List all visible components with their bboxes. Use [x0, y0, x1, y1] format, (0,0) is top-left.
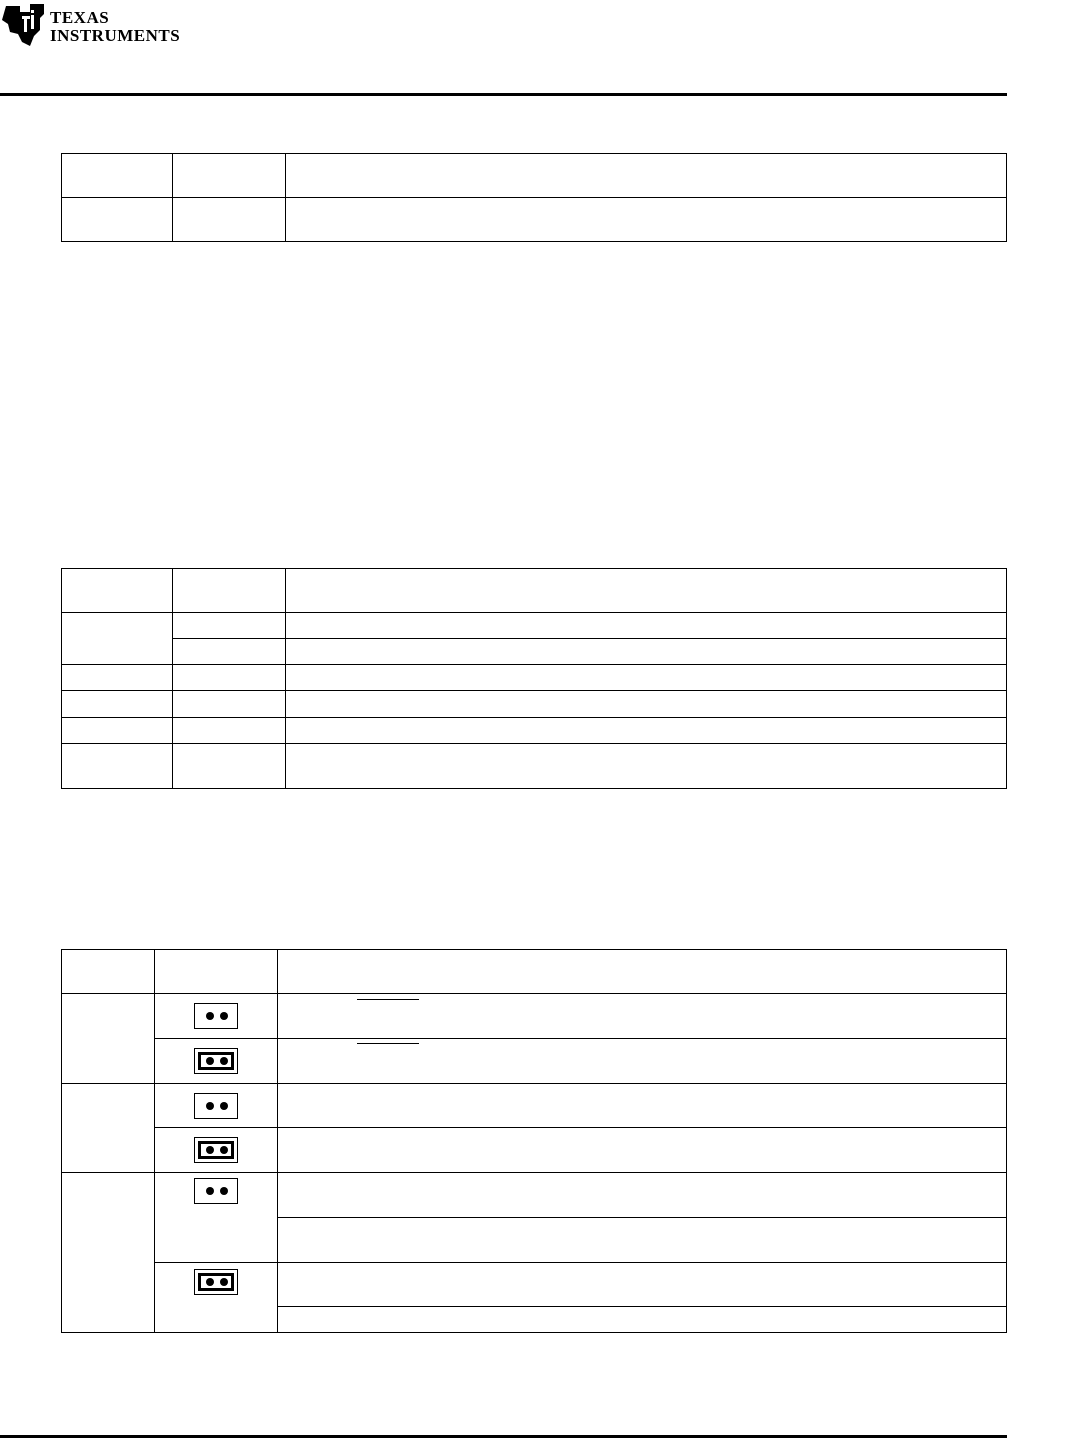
- table-cell: [155, 994, 278, 1039]
- table-cell: [62, 569, 173, 613]
- jumper-open-icon: [194, 1093, 238, 1119]
- table-cell: [173, 198, 286, 242]
- jumper-closed-icon: [194, 1269, 238, 1295]
- table-cell: [286, 198, 1007, 242]
- table-cell: [155, 1128, 278, 1173]
- table-cell: [286, 613, 1007, 639]
- table-cell: [286, 639, 1007, 665]
- table-cell: [173, 665, 286, 691]
- table-cell: [62, 994, 155, 1084]
- table-row: [62, 1039, 1007, 1084]
- table-cell: [278, 1128, 1007, 1173]
- table-2: [61, 568, 1007, 789]
- overbar-mark: [357, 999, 419, 1000]
- jumper-open-icon: [194, 1003, 238, 1029]
- table-cell: [173, 154, 286, 198]
- table-cell: [286, 691, 1007, 718]
- table-cell: [62, 154, 173, 198]
- table-cell: [173, 744, 286, 789]
- table-row: [62, 691, 1007, 718]
- table-cell: [62, 950, 155, 994]
- table-cell: [286, 154, 1007, 198]
- table-row: [62, 744, 1007, 789]
- table-1: [61, 153, 1007, 242]
- table-row: [62, 665, 1007, 691]
- table-row: [62, 1263, 1007, 1307]
- jumper-open-icon: [194, 1178, 238, 1204]
- table-row: [62, 718, 1007, 744]
- table-row: [62, 569, 1007, 613]
- table-cell: [62, 198, 173, 242]
- table-cell: [62, 718, 173, 744]
- table-row: [62, 994, 1007, 1039]
- table-cell: [155, 950, 278, 994]
- table-row: [62, 1084, 1007, 1128]
- header-rule: [0, 93, 1007, 96]
- table-cell: [155, 1084, 278, 1128]
- table-cell: [278, 1039, 1007, 1084]
- table-row: [62, 613, 1007, 639]
- table-row: [62, 198, 1007, 242]
- table-cell: [278, 1263, 1007, 1307]
- table-row: [62, 950, 1007, 994]
- jumper-closed-icon: [194, 1137, 238, 1163]
- table-cell: [173, 613, 286, 639]
- logo-wordmark-line1: TEXAS: [50, 8, 110, 27]
- table-cell: [62, 1084, 155, 1173]
- table-cell: [155, 1173, 278, 1263]
- table-cell: [278, 1084, 1007, 1128]
- table-cell: [155, 1263, 278, 1333]
- table-cell: [278, 1218, 1007, 1263]
- table-cell: [286, 744, 1007, 789]
- jumper-closed-icon: [194, 1048, 238, 1074]
- logo-wordmark-line2: INSTRUMENTS: [50, 26, 181, 45]
- table-cell: [62, 1173, 155, 1333]
- table-row: [62, 1128, 1007, 1173]
- table-cell: [286, 569, 1007, 613]
- overbar-mark: [357, 1043, 419, 1044]
- table-cell: [62, 665, 173, 691]
- table-cell: [286, 665, 1007, 691]
- table-cell: [278, 1307, 1007, 1333]
- table-cell: [173, 569, 286, 613]
- table-cell: [278, 1173, 1007, 1218]
- table-cell: [62, 613, 173, 665]
- texas-instruments-logo: [0, 0, 200, 50]
- table-cell: [62, 744, 173, 789]
- footer-rule: [0, 1435, 1007, 1438]
- table-cell: [62, 691, 173, 718]
- table-cell: [286, 718, 1007, 744]
- ti-state-logo-icon: [0, 2, 48, 48]
- table-3-jumper-settings: [61, 949, 1007, 1333]
- table-row: [62, 154, 1007, 198]
- table-cell: [278, 994, 1007, 1039]
- table-row: [62, 1173, 1007, 1218]
- table-cell: [173, 691, 286, 718]
- table-cell: [278, 950, 1007, 994]
- table-cell: [155, 1039, 278, 1084]
- table-row: [62, 639, 1007, 665]
- table-cell: [173, 718, 286, 744]
- table-cell: [173, 639, 286, 665]
